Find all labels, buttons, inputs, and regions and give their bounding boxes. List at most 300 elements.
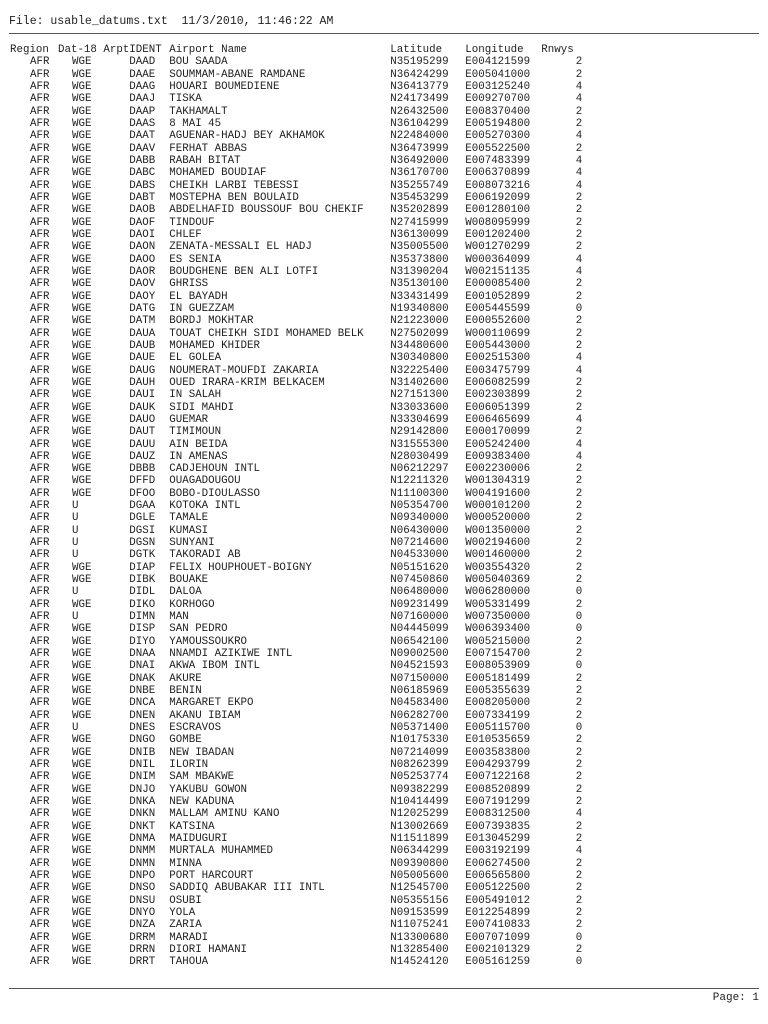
cell-region: AFR: [30, 882, 50, 895]
cell-runways: 2: [575, 746, 583, 759]
cell-latitude: N06282700: [390, 709, 449, 722]
cell-airport-name: AGUENAR-HADJ BEY AKHAMOK: [169, 130, 325, 143]
cell-datum: WGE: [72, 117, 92, 130]
cell-ident: DAUE: [129, 352, 156, 365]
cell-runways: 2: [575, 216, 583, 229]
cell-airport-name: GUEMAR: [169, 413, 209, 426]
cell-longitude: W006280000: [465, 586, 531, 599]
cell-longitude: E005115700: [465, 722, 531, 735]
cell-runways: 2: [575, 709, 583, 722]
cell-region: AFR: [30, 734, 50, 747]
cell-airport-name: SAN PEDRO: [169, 623, 228, 636]
cell-latitude: N09340000: [390, 512, 449, 525]
cell-longitude: W007350000: [465, 611, 531, 624]
cell-airport-name: ESCRAVOS: [169, 722, 222, 735]
cell-latitude: N05354700: [390, 500, 449, 513]
cell-datum: WGE: [72, 660, 92, 673]
table-row: [9, 451, 591, 463]
cell-airport-name: RABAH BITAT: [169, 154, 241, 167]
cell-runways: 2: [575, 105, 583, 118]
cell-longitude: W008095999: [465, 216, 531, 229]
cell-latitude: N36130099: [390, 228, 449, 241]
cell-longitude: E007410833: [465, 919, 531, 932]
cell-airport-name: 8 MAI 45: [169, 117, 222, 130]
cell-datum: WGE: [72, 130, 92, 143]
table-row: [9, 192, 591, 204]
cell-datum: WGE: [72, 167, 92, 180]
cell-runways: 2: [575, 426, 583, 439]
cell-ident: DABC: [129, 167, 156, 180]
cell-region: AFR: [30, 857, 50, 870]
table-row: [9, 402, 591, 414]
cell-airport-name: IN AMENAS: [169, 450, 228, 463]
cell-longitude: E001052899: [465, 290, 531, 303]
table-row: [9, 821, 591, 833]
cell-datum: WGE: [72, 216, 92, 229]
table-row: [9, 426, 591, 438]
cell-longitude: E002303899: [465, 389, 531, 402]
column-header-region: Region: [10, 44, 49, 56]
cell-region: AFR: [30, 376, 50, 389]
table-row: [9, 845, 591, 857]
cell-ident: DNMM: [129, 845, 156, 858]
cell-region: AFR: [30, 105, 50, 118]
cell-region: AFR: [30, 117, 50, 130]
cell-datum: WGE: [72, 475, 92, 488]
cell-datum: U: [72, 549, 79, 562]
cell-ident: DAUG: [129, 364, 156, 377]
cell-runways: 4: [575, 413, 583, 426]
cell-runways: 4: [575, 364, 583, 377]
cell-airport-name: MOHAMED KHIDER: [169, 339, 260, 352]
cell-runways: 2: [575, 685, 583, 698]
table-row: [9, 919, 591, 931]
cell-region: AFR: [30, 574, 50, 587]
cell-longitude: W000520000: [465, 512, 531, 525]
cell-runways: 2: [575, 117, 583, 130]
cell-region: AFR: [30, 278, 50, 291]
cell-airport-name: KUMASI: [169, 524, 209, 537]
cell-runways: 0: [575, 956, 583, 969]
cell-datum: WGE: [72, 685, 92, 698]
cell-runways: 2: [575, 524, 583, 537]
cell-datum: WGE: [72, 364, 92, 377]
cell-airport-name: BORDJ MOKHTAR: [169, 315, 254, 328]
cell-airport-name: BOUDGHENE BEN ALI LOTFI: [169, 265, 319, 278]
cell-ident: DGLE: [129, 512, 156, 525]
cell-airport-name: TAMALE: [169, 512, 209, 525]
cell-region: AFR: [30, 808, 50, 821]
cell-region: AFR: [30, 475, 50, 488]
cell-region: AFR: [30, 204, 50, 217]
cell-datum: U: [72, 512, 79, 525]
cell-region: AFR: [30, 463, 50, 476]
cell-latitude: N10414499: [390, 796, 449, 809]
cell-runways: 4: [575, 450, 583, 463]
cell-latitude: N21223000: [390, 315, 449, 328]
cell-region: AFR: [30, 709, 50, 722]
cell-longitude: W001304319: [465, 475, 531, 488]
cell-runways: 2: [575, 919, 583, 932]
cell-region: AFR: [30, 598, 50, 611]
cell-latitude: N36104299: [390, 117, 449, 130]
cell-runways: 4: [575, 845, 583, 858]
cell-datum: WGE: [72, 413, 92, 426]
cell-ident: DFFD: [129, 475, 156, 488]
table-row: [9, 747, 591, 759]
cell-runways: 2: [575, 389, 583, 402]
cell-datum: WGE: [72, 179, 92, 192]
cell-region: AFR: [30, 537, 50, 550]
cell-datum: WGE: [72, 623, 92, 636]
cell-airport-name: ILORIN: [169, 759, 209, 772]
cell-latitude: N09382299: [390, 783, 449, 796]
cell-airport-name: SOUMMAM-ABANE RAMDANE: [169, 68, 306, 81]
cell-latitude: N29142800: [390, 426, 449, 439]
cell-datum: WGE: [72, 339, 92, 352]
cell-airport-name: FELIX HOUPHOUET-BOIGNY: [169, 561, 312, 574]
cell-ident: DRRM: [129, 931, 156, 944]
cell-longitude: W000101200: [465, 500, 531, 513]
cell-runways: 4: [575, 808, 583, 821]
cell-longitude: E006051399: [465, 401, 531, 414]
cell-latitude: N35453299: [390, 191, 449, 204]
cell-ident: DAAJ: [129, 93, 156, 106]
table-row: [9, 759, 591, 771]
cell-runways: 2: [575, 796, 583, 809]
table-row: [9, 340, 591, 352]
cell-ident: DATG: [129, 302, 156, 315]
cell-region: AFR: [30, 265, 50, 278]
cell-longitude: E002101329: [465, 943, 531, 956]
cell-latitude: N24173499: [390, 93, 449, 106]
cell-airport-name: KORHOGO: [169, 598, 215, 611]
cell-latitude: N06344299: [390, 845, 449, 858]
cell-airport-name: KOTOKA INTL: [169, 500, 241, 513]
cell-region: AFR: [30, 339, 50, 352]
cell-longitude: W001350000: [465, 524, 531, 537]
cell-region: AFR: [30, 660, 50, 673]
cell-longitude: E002515300: [465, 352, 531, 365]
cell-datum: WGE: [72, 105, 92, 118]
cell-runways: 2: [575, 376, 583, 389]
cell-longitude: E012254899: [465, 906, 531, 919]
cell-longitude: E005181499: [465, 672, 531, 685]
cell-runways: 2: [575, 635, 583, 648]
cell-runways: 2: [575, 759, 583, 772]
cell-airport-name: OSUBI: [169, 894, 202, 907]
cell-latitude: N31402600: [390, 376, 449, 389]
cell-runways: 0: [575, 931, 583, 944]
cell-datum: U: [72, 722, 79, 735]
cell-longitude: W000110699: [465, 327, 531, 340]
cell-datum: WGE: [72, 919, 92, 932]
cell-region: AFR: [30, 796, 50, 809]
cell-airport-name: ES SENIA: [169, 253, 222, 266]
cell-latitude: N09231499: [390, 598, 449, 611]
cell-runways: 2: [575, 401, 583, 414]
cell-airport-name: MARGARET EKPO: [169, 697, 254, 710]
cell-region: AFR: [30, 845, 50, 858]
cell-latitude: N06185969: [390, 685, 449, 698]
cell-airport-name: BOU SAADA: [169, 56, 228, 69]
cell-longitude: E006370899: [465, 167, 531, 180]
cell-ident: DNSU: [129, 894, 156, 907]
cell-latitude: N12025299: [390, 808, 449, 821]
cell-latitude: N06212297: [390, 463, 449, 476]
table-row: [9, 549, 591, 561]
table-row: [9, 254, 591, 266]
cell-ident: DNCA: [129, 697, 156, 710]
cell-ident: DAUB: [129, 339, 156, 352]
cell-region: AFR: [30, 635, 50, 648]
file-header-title: File: usable_datums.txt 11/3/2010, 11:46:22 AM: [9, 15, 334, 28]
cell-region: AFR: [30, 167, 50, 180]
column-header-datum: Dat-18 Arpt: [58, 44, 130, 56]
cell-latitude: N27502099: [390, 327, 449, 340]
cell-latitude: N11075241: [390, 919, 449, 932]
cell-runways: 0: [575, 611, 583, 624]
cell-runways: 4: [575, 154, 583, 167]
cell-runways: 2: [575, 278, 583, 291]
cell-airport-name: AKURE: [169, 672, 202, 685]
cell-datum: WGE: [72, 746, 92, 759]
cell-runways: 2: [575, 906, 583, 919]
table-row: [9, 734, 591, 746]
table-row: [9, 278, 591, 290]
cell-datum: WGE: [72, 906, 92, 919]
cell-datum: WGE: [72, 253, 92, 266]
cell-datum: U: [72, 524, 79, 537]
cell-datum: WGE: [72, 648, 92, 661]
cell-runways: 2: [575, 315, 583, 328]
cell-ident: DFOO: [129, 487, 156, 500]
table-row: [9, 932, 591, 944]
table-row: [9, 365, 591, 377]
cell-datum: WGE: [72, 783, 92, 796]
cell-region: AFR: [30, 586, 50, 599]
cell-runways: 2: [575, 734, 583, 747]
cell-longitude: E006082599: [465, 376, 531, 389]
cell-ident: DAAT: [129, 130, 156, 143]
cell-runways: 2: [575, 648, 583, 661]
cell-airport-name: MAN: [169, 611, 189, 624]
cell-longitude: W000364099: [465, 253, 531, 266]
cell-ident: DAOF: [129, 216, 156, 229]
table-row: [9, 56, 591, 68]
cell-ident: DNJO: [129, 783, 156, 796]
column-header-ident: IDENT: [129, 44, 162, 56]
cell-latitude: N04533000: [390, 549, 449, 562]
cell-airport-name: SUNYANI: [169, 537, 215, 550]
cell-airport-name: BOBO-DIOULASSO: [169, 487, 260, 500]
cell-runways: 2: [575, 869, 583, 882]
cell-runways: 4: [575, 167, 583, 180]
cell-region: AFR: [30, 722, 50, 735]
cell-longitude: E005161259: [465, 956, 531, 969]
cell-ident: DAUU: [129, 438, 156, 451]
cell-ident: DATM: [129, 315, 156, 328]
cell-ident: DRRT: [129, 956, 156, 969]
cell-runways: 2: [575, 56, 583, 69]
cell-latitude: N06430000: [390, 524, 449, 537]
cell-runways: 0: [575, 302, 583, 315]
table-row: [9, 697, 591, 709]
table-row: [9, 266, 591, 278]
cell-longitude: E004293799: [465, 759, 531, 772]
cell-datum: WGE: [72, 142, 92, 155]
cell-airport-name: GHRISS: [169, 278, 209, 291]
cell-region: AFR: [30, 648, 50, 661]
cell-datum: WGE: [72, 833, 92, 845]
cell-datum: WGE: [72, 709, 92, 722]
cell-latitude: N36473999: [390, 142, 449, 155]
cell-airport-name: CHLEF: [169, 228, 202, 241]
cell-latitude: N36492000: [390, 154, 449, 167]
cell-airport-name: ZENATA-MESSALI EL HADJ: [169, 241, 312, 254]
cell-airport-name: SIDI MAHDI: [169, 401, 235, 414]
table-row: [9, 623, 591, 635]
table-body: [9, 56, 591, 968]
table-row: [9, 377, 591, 389]
cell-latitude: N30340800: [390, 352, 449, 365]
cell-latitude: N26432500: [390, 105, 449, 118]
cell-region: AFR: [30, 611, 50, 624]
cell-airport-name: TIMIMOUN: [169, 426, 222, 439]
cell-ident: DAOV: [129, 278, 156, 291]
cell-region: AFR: [30, 956, 50, 969]
cell-airport-name: MARADI: [169, 931, 209, 944]
cell-latitude: N10175330: [390, 734, 449, 747]
cell-datum: U: [72, 611, 79, 624]
table-row: [9, 143, 591, 155]
cell-airport-name: YOLA: [169, 906, 196, 919]
cell-airport-name: IN GUEZZAM: [169, 302, 235, 315]
table-row: [9, 648, 591, 660]
cell-longitude: E000085400: [465, 278, 531, 291]
cell-airport-name: NNAMDI AZIKIWE INTL: [169, 648, 293, 661]
cell-runways: 2: [575, 598, 583, 611]
cell-longitude: E008370400: [465, 105, 531, 118]
cell-region: AFR: [30, 549, 50, 562]
cell-ident: DABB: [129, 154, 156, 167]
cell-ident: DAUZ: [129, 450, 156, 463]
cell-runways: 2: [575, 820, 583, 833]
cell-longitude: E001202400: [465, 228, 531, 241]
cell-latitude: N19340800: [390, 302, 449, 315]
cell-latitude: N27151300: [390, 389, 449, 402]
cell-region: AFR: [30, 327, 50, 340]
cell-runways: 2: [575, 500, 583, 513]
table-row: [9, 475, 591, 487]
table-row: [9, 611, 591, 623]
cell-latitude: N35195299: [390, 56, 449, 69]
cell-latitude: N35202899: [390, 204, 449, 217]
cell-airport-name: FERHAT ABBAS: [169, 142, 248, 155]
cell-airport-name: TISKA: [169, 93, 202, 106]
cell-runways: 2: [575, 463, 583, 476]
cell-latitude: N08262399: [390, 759, 449, 772]
cell-ident: DNEN: [129, 709, 156, 722]
cell-airport-name: KATSINA: [169, 820, 215, 833]
cell-longitude: E008073216: [465, 179, 531, 192]
cell-longitude: E005522500: [465, 142, 531, 155]
cell-datum: WGE: [72, 635, 92, 648]
table-row: [9, 217, 591, 229]
cell-longitude: W005331499: [465, 598, 531, 611]
table-row: [9, 155, 591, 167]
table-row: [9, 796, 591, 808]
cell-ident: DAOO: [129, 253, 156, 266]
cell-region: AFR: [30, 685, 50, 698]
cell-longitude: E005270300: [465, 130, 531, 143]
cell-latitude: N05151620: [390, 561, 449, 574]
table-row: [9, 303, 591, 315]
table-row: [9, 328, 591, 340]
table-row: [9, 882, 591, 894]
cell-airport-name: SAM MBAKWE: [169, 771, 235, 784]
cell-runways: 2: [575, 894, 583, 907]
table-row: [9, 562, 591, 574]
cell-ident: DGSI: [129, 524, 156, 537]
cell-region: AFR: [30, 228, 50, 241]
column-header-runways: Rnwys: [541, 44, 574, 56]
cell-region: AFR: [30, 302, 50, 315]
cell-longitude: E007483399: [465, 154, 531, 167]
airport-datums-table: [9, 44, 591, 969]
cell-longitude: W005040369: [465, 574, 531, 587]
cell-airport-name: DALOA: [169, 586, 202, 599]
cell-airport-name: PORT HARCOURT: [169, 869, 254, 882]
cell-airport-name: EL GOLEA: [169, 352, 222, 365]
cell-datum: WGE: [72, 808, 92, 821]
cell-region: AFR: [30, 561, 50, 574]
cell-airport-name: NOUMERAT-MOUFDI ZAKARIA: [169, 364, 319, 377]
cell-datum: WGE: [72, 487, 92, 500]
cell-ident: DNGO: [129, 734, 156, 747]
cell-ident: DAAV: [129, 142, 156, 155]
cell-datum: WGE: [72, 450, 92, 463]
cell-runways: 2: [575, 290, 583, 303]
cell-region: AFR: [30, 364, 50, 377]
cell-runways: 4: [575, 179, 583, 192]
cell-region: AFR: [30, 697, 50, 710]
cell-region: AFR: [30, 746, 50, 759]
cell-region: AFR: [30, 93, 50, 106]
cell-latitude: N07214600: [390, 537, 449, 550]
cell-longitude: E003192199: [465, 845, 531, 858]
cell-airport-name: MINNA: [169, 857, 202, 870]
cell-longitude: E000552600: [465, 315, 531, 328]
table-row: [9, 439, 591, 451]
cell-latitude: N11100300: [390, 487, 449, 500]
cell-datum: WGE: [72, 943, 92, 956]
table-row: [9, 488, 591, 500]
cell-ident: DNPO: [129, 869, 156, 882]
cell-ident: DNKA: [129, 796, 156, 809]
cell-datum: WGE: [72, 931, 92, 944]
cell-ident: DAOR: [129, 265, 156, 278]
cell-longitude: E000170099: [465, 426, 531, 439]
cell-datum: WGE: [72, 869, 92, 882]
cell-airport-name: SADDIQ ABUBAKAR III INTL: [169, 882, 325, 895]
cell-longitude: W003554320: [465, 561, 531, 574]
cell-runways: 2: [575, 487, 583, 500]
cell-ident: DGAA: [129, 500, 156, 513]
cell-longitude: W002151135: [465, 265, 531, 278]
cell-longitude: E005491012: [465, 894, 531, 907]
cell-datum: U: [72, 500, 79, 513]
